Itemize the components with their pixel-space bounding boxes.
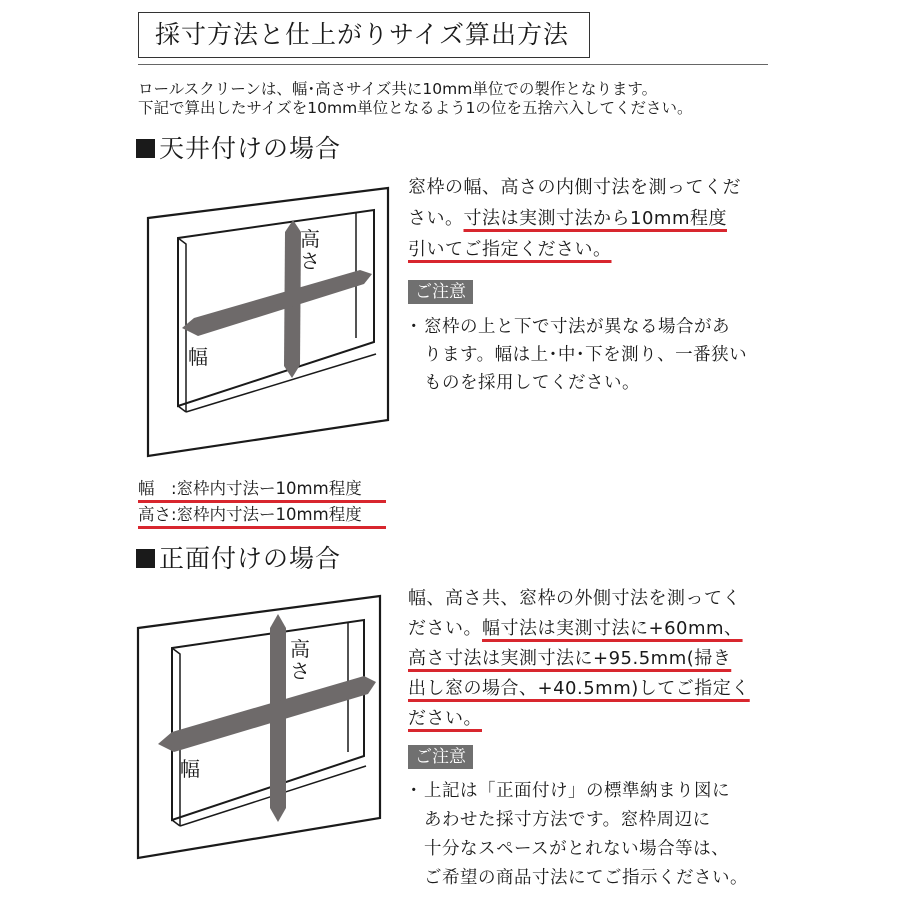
ceiling-formula-width: 幅 :窓枠内寸法ー10mm程度	[138, 479, 362, 498]
ceiling-note-line-3: ものを採用してください。	[424, 373, 640, 393]
page-title: 採寸方法と仕上がりサイズ算出方法	[138, 12, 590, 58]
height-label-1: 高	[290, 637, 310, 661]
front-body-line-3: 高さ寸法は実測寸法に+95.5mm(掃き	[408, 648, 732, 669]
ceiling-note-badge: ご注意	[408, 280, 473, 304]
ceiling-note-bullet: ・	[405, 317, 423, 337]
front-note-line-2: あわせた採寸方法です。窓枠周辺に	[424, 810, 711, 830]
width-label: 幅	[180, 757, 200, 781]
height-label-1: 高	[300, 227, 320, 251]
front-note-line-3: 十分なスペースがとれない場合等は、	[424, 839, 730, 859]
ceiling-body-line-1: 窓枠の幅、高さの内側寸法を測ってくだ	[408, 177, 741, 198]
front-note-badge: ご注意	[408, 745, 473, 769]
front-heading: 正面付けの場合	[136, 544, 341, 574]
front-note-line-4: ご希望の商品寸法にてご指示ください。	[424, 868, 748, 888]
ceiling-body-line-3: 引いてご指定ください。	[408, 239, 612, 260]
height-label-2: さ	[300, 249, 320, 273]
front-note-bullet: ・	[405, 781, 423, 801]
intro-line-2: 下記で算出したサイズを10mm単位となるよう1の位を五捨六入してください。	[138, 99, 693, 117]
width-label: 幅	[188, 345, 208, 369]
front-body-line-5: ださい。	[408, 708, 482, 729]
ceiling-note-line-1: 窓枠の上と下で寸法が異なる場合があ	[424, 317, 730, 337]
front-body-line-1: 幅、高さ共、窓枠の外側寸法を測ってく	[408, 588, 741, 609]
ceiling-body-line-2: さい。寸法は実測寸法から10mm程度	[408, 208, 727, 229]
ceiling-formula-height: 高さ:窓枠内寸法ー10mm程度	[138, 505, 362, 524]
ceiling-note-line-2: ります。幅は上･中･下を測り、一番狭い	[424, 345, 748, 365]
height-label-2: さ	[290, 659, 310, 683]
front-body-line-2: ださい。幅寸法は実測寸法に+60mm、	[408, 618, 743, 639]
intro-line-1: ロールスクリーンは、幅･高さサイズ共に10mm単位での製作となります。	[138, 80, 658, 98]
front-note-line-1: 上記は「正面付け」の標準納まり図に	[424, 781, 730, 801]
ceiling-heading: 天井付けの場合	[136, 134, 341, 164]
front-body-line-4: 出し窓の場合、+40.5mm)してご指定く	[408, 678, 750, 699]
